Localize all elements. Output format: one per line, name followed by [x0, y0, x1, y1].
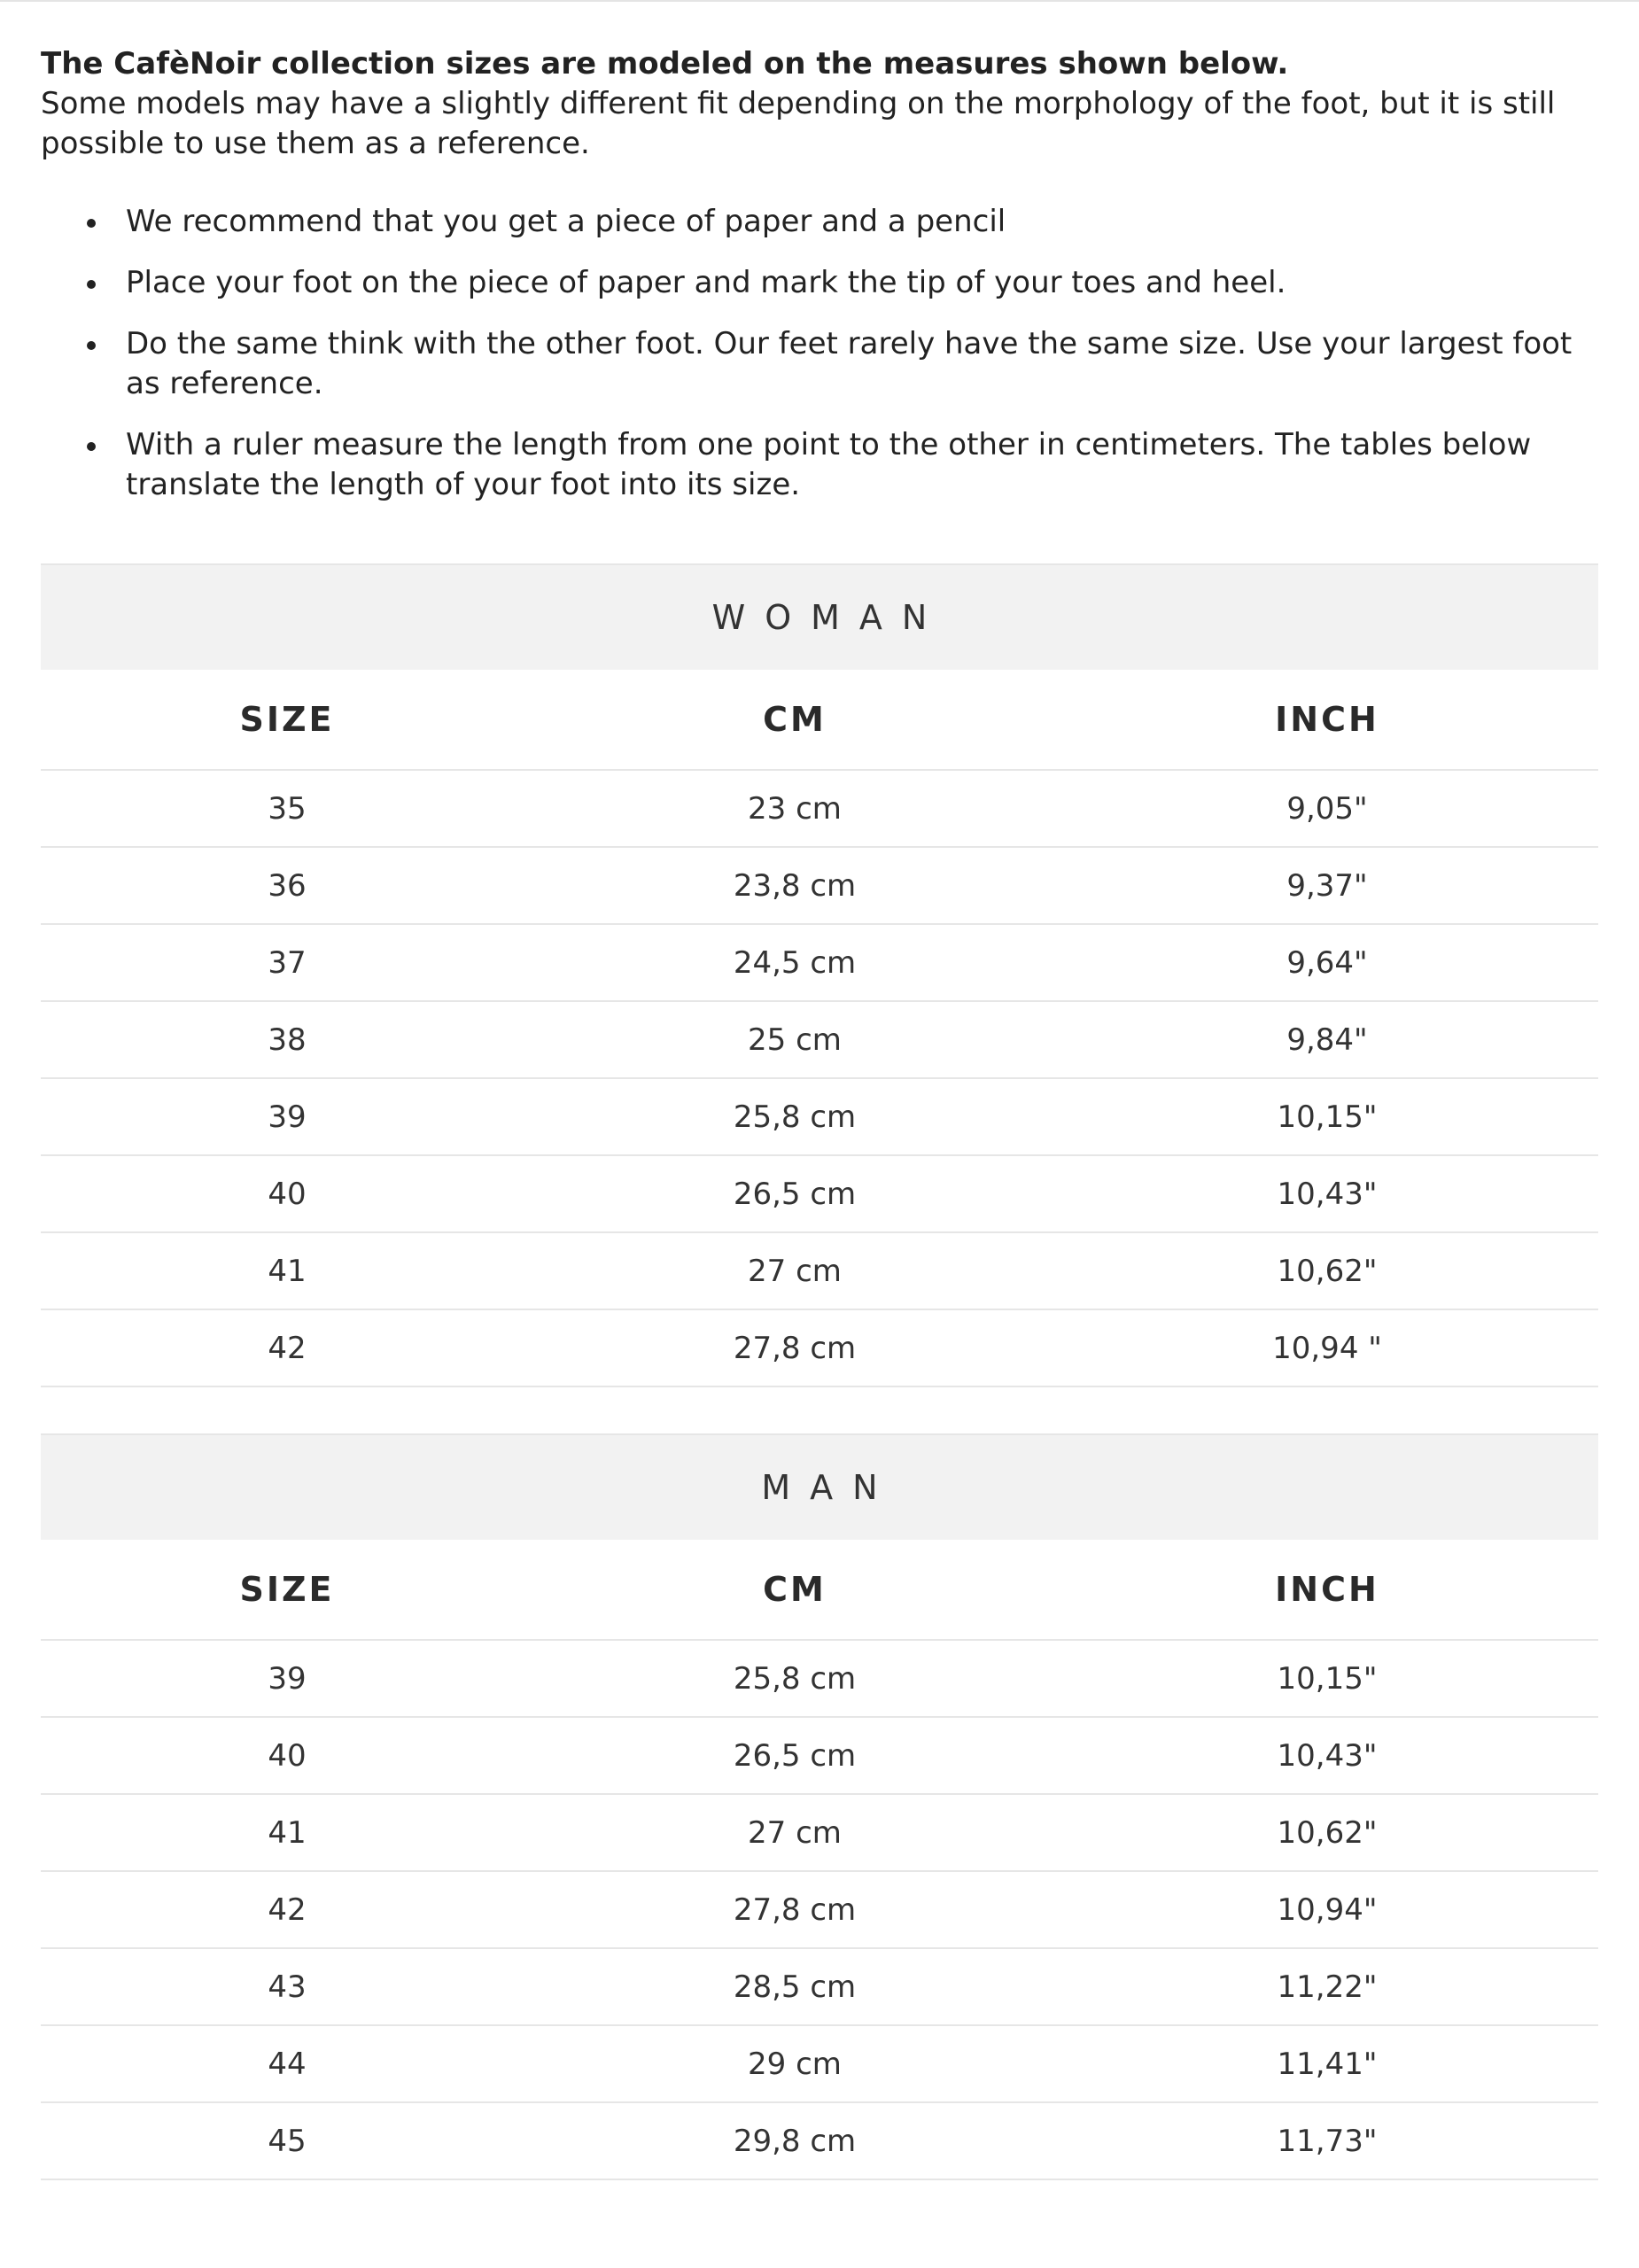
inch-cell: 10,94 " — [1272, 1330, 1382, 1366]
size-cell: 39 — [268, 1660, 307, 1697]
size-column-header: SIZE — [239, 1570, 335, 1609]
size-cell: 38 — [268, 1021, 307, 1058]
size-cell: 45 — [268, 2123, 307, 2159]
woman-size-table — [41, 563, 1598, 1387]
table-row — [41, 1641, 1598, 1718]
instruction-item — [41, 425, 1609, 505]
inch-cell: 10,15" — [1277, 1660, 1378, 1697]
table-row — [41, 1233, 1598, 1310]
inch-column-header: INCH — [1275, 1570, 1379, 1609]
size-cell: 40 — [268, 1176, 307, 1212]
inch-cell: 9,37" — [1286, 867, 1368, 904]
size-cell: 44 — [268, 2046, 307, 2082]
size-cell: 42 — [268, 1891, 307, 1928]
size-cell: 36 — [268, 867, 307, 904]
man-table-title: MAN — [761, 1468, 897, 1507]
table-row — [41, 2103, 1598, 2180]
instruction-item — [41, 263, 1609, 303]
intro-text — [41, 44, 1600, 164]
size-cell: 35 — [268, 790, 307, 827]
cm-cell: 27,8 cm — [733, 1330, 857, 1366]
cm-cell: 24,5 cm — [733, 944, 857, 981]
cm-cell: 28,5 cm — [733, 1969, 857, 2005]
instructions-list — [41, 202, 1609, 526]
cm-cell: 25 cm — [748, 1021, 842, 1058]
cm-cell: 25,8 cm — [733, 1660, 857, 1697]
inch-cell: 11,41" — [1277, 2046, 1378, 2082]
instruction-text: Place your foot on the piece of paper and mark the tip of your toes and heel. — [126, 265, 1286, 300]
inch-cell: 10,43" — [1277, 1176, 1378, 1212]
size-cell: 39 — [268, 1099, 307, 1135]
top-divider — [0, 0, 1639, 2]
cm-cell: 23 cm — [748, 790, 842, 827]
table-row — [41, 1079, 1598, 1156]
cm-cell: 27 cm — [748, 1253, 842, 1289]
table-row — [41, 1872, 1598, 1949]
size-cell: 41 — [268, 1253, 307, 1289]
cm-cell: 25,8 cm — [733, 1099, 857, 1135]
intro-lead: The CafèNoir collection sizes are modeled on the measures shown below. — [41, 46, 1289, 82]
inch-cell: 11,22" — [1277, 1969, 1378, 2005]
table-header-row — [41, 1540, 1598, 1641]
bullet-icon — [87, 341, 96, 350]
size-cell: 40 — [268, 1737, 307, 1774]
size-cell: 43 — [268, 1969, 307, 2005]
table-row — [41, 1949, 1598, 2026]
cm-cell: 23,8 cm — [733, 867, 857, 904]
instruction-text: Do the same think with the other foot. Our feet rarely have the same size. Use your largest foot as reference. — [126, 326, 1573, 401]
cm-cell: 29,8 cm — [733, 2123, 857, 2159]
inch-column-header: INCH — [1275, 700, 1379, 739]
inch-cell: 9,64" — [1286, 944, 1368, 981]
man-table-title-band — [41, 1433, 1598, 1540]
table-row — [41, 1718, 1598, 1795]
cm-cell: 27 cm — [748, 1814, 842, 1851]
size-column-header: SIZE — [239, 700, 335, 739]
size-cell: 42 — [268, 1330, 307, 1366]
inch-cell: 10,62" — [1277, 1253, 1378, 1289]
table-row — [41, 1310, 1598, 1387]
instruction-item — [41, 202, 1609, 242]
inch-cell: 9,05" — [1286, 790, 1368, 827]
woman-table-title: WOMAN — [711, 598, 947, 637]
size-cell: 41 — [268, 1814, 307, 1851]
instruction-text: We recommend that you get a piece of paper and a pencil — [126, 204, 1006, 239]
cm-cell: 29 cm — [748, 2046, 842, 2082]
inch-cell: 10,15" — [1277, 1099, 1378, 1135]
cm-column-header: CM — [763, 700, 827, 739]
intro-body: Some models may have a slightly different fit depending on the morphology of the foot, but it is still possible to use them as a reference. — [41, 86, 1556, 161]
bullet-icon — [87, 219, 96, 228]
inch-cell: 10,94" — [1277, 1891, 1378, 1928]
instruction-text: With a ruler measure the length from one point to the other in centimeters. The tables below translate the length of your foot into its size. — [126, 427, 1532, 502]
woman-table-title-band — [41, 563, 1598, 670]
cm-cell: 26,5 cm — [733, 1737, 857, 1774]
table-row — [41, 1002, 1598, 1079]
instruction-item — [41, 324, 1609, 404]
table-row — [41, 771, 1598, 848]
cm-cell: 27,8 cm — [733, 1891, 857, 1928]
inch-cell: 11,73" — [1277, 2123, 1378, 2159]
inch-cell: 10,62" — [1277, 1814, 1378, 1851]
table-row — [41, 1795, 1598, 1872]
table-row — [41, 848, 1598, 925]
cm-cell: 26,5 cm — [733, 1176, 857, 1212]
bullet-icon — [87, 280, 96, 289]
inch-cell: 9,84" — [1286, 1021, 1368, 1058]
table-row — [41, 925, 1598, 1002]
table-row — [41, 2026, 1598, 2103]
table-row — [41, 1156, 1598, 1233]
man-size-table — [41, 1433, 1598, 2180]
bullet-icon — [87, 442, 96, 451]
table-header-row — [41, 670, 1598, 771]
cm-column-header: CM — [763, 1570, 827, 1609]
size-cell: 37 — [268, 944, 307, 981]
inch-cell: 10,43" — [1277, 1737, 1378, 1774]
